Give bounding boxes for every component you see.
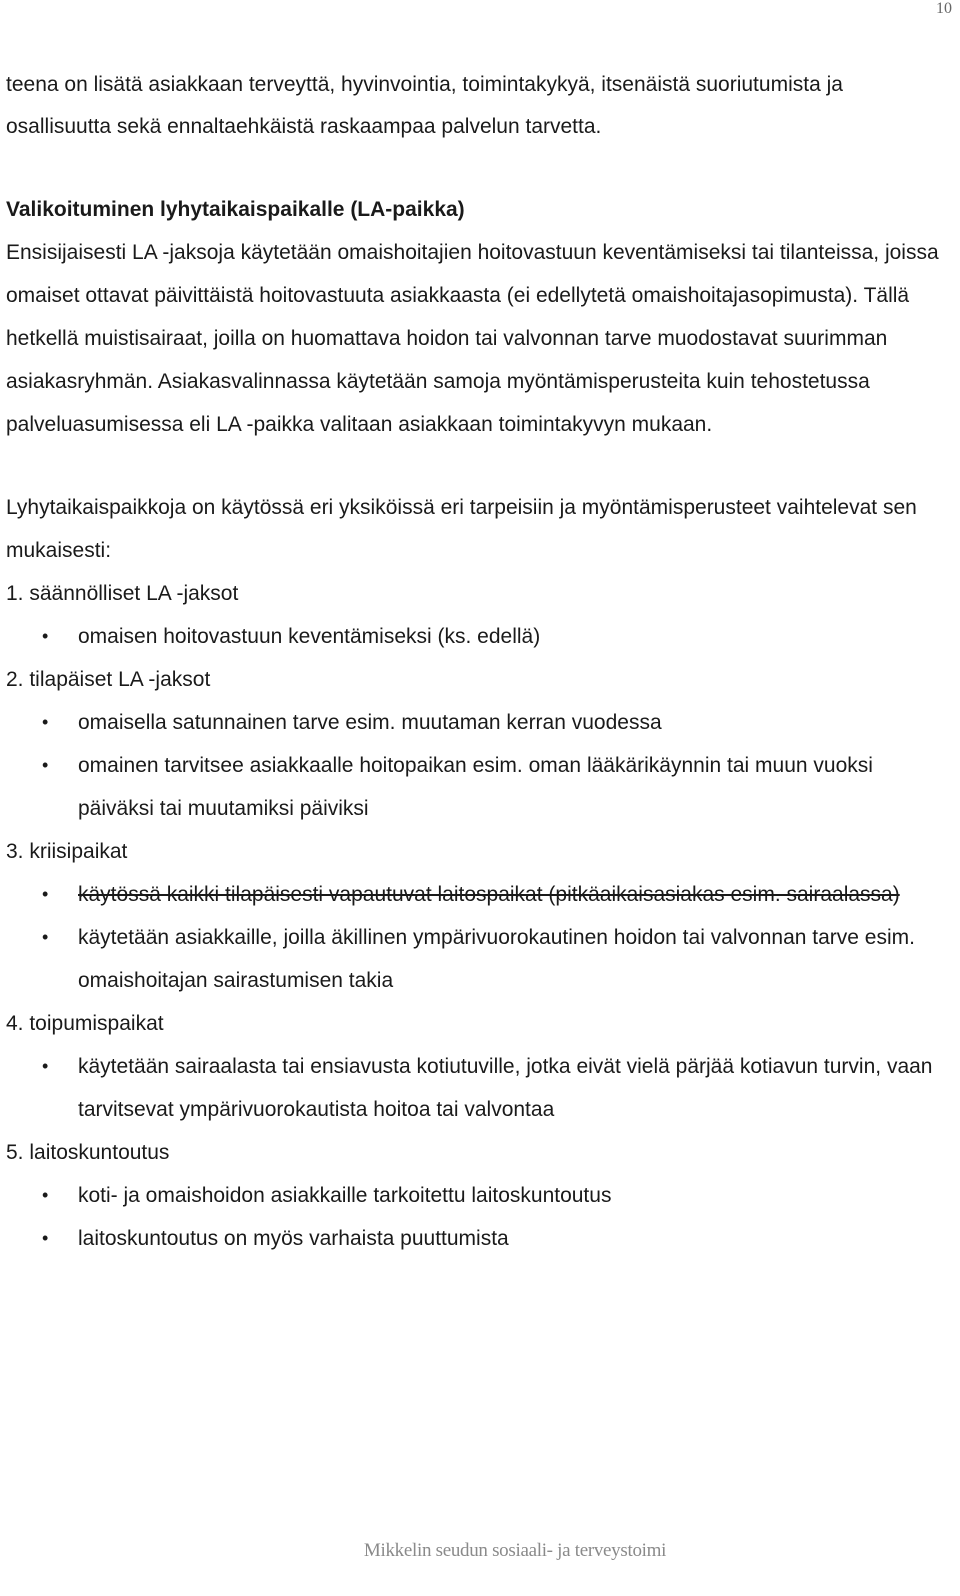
list-item — [42, 615, 950, 658]
bullet-icon: • — [42, 626, 49, 646]
list-item — [42, 873, 950, 916]
list-item-heading: 5. laitoskuntoutus — [6, 1141, 170, 1164]
bullet-text: käytetään sairaalasta tai ensiavusta kotiutuville, jotka eivät vielä pärjää kotiavun turvin, vaan tarvitsevat ympärivuorokautista hoitoa tai valvontaa — [78, 1055, 933, 1121]
bullet-text: omainen tarvitsee asiakkaalle hoitopaikan esim. oman lääkärikäynnin tai muun vuoksi päiväksi tai muutamiksi päiviksi — [78, 754, 873, 820]
paragraph-selection-criteria: Ensisijaisesti LA -jaksoja käytetään omaishoitajien hoitovastuun keventämiseksi tai tilanteissa, joissa omaiset ottavat päivittäistä hoitovastuuta asiakkaasta (ei edellytetä omaishoitajasopimusta). Tällä hetkellä muistisairaat, joilla on huomattava hoidon tai valvonnan tarve muodostavat suurimman asiakasryhmän. Asiakasvalinnassa käytetään samoja myöntämisperusteita kuin tehostetussa palveluasumisessa eli LA -paikka valitaan asiakkaan toimintakyvyn mukaan. — [6, 241, 939, 436]
bullet-text: laitoskuntoutus on myös varhaista puuttumista — [78, 1227, 509, 1250]
bullet-list — [6, 701, 950, 830]
document-body — [6, 64, 950, 1260]
list-item — [42, 916, 950, 1002]
intro-paragraph: teena on lisätä asiakkaan terveyttä, hyvinvointia, toimintakykyä, itsenäistä suoriutumista ja osallisuutta sekä ennaltaehkäistä raskaampaa palvelun tarvetta. — [6, 73, 843, 138]
bullet-icon: • — [42, 1228, 49, 1248]
list-item — [42, 1045, 950, 1131]
bullet-text: omaisella satunnainen tarve esim. muutaman kerran vuodessa — [78, 711, 662, 734]
struck-bullet-text: käytössä kaikki tilapäisesti vapautuvat laitospaikat (pitkäaikaisasiakas esim. sairaalassa) — [78, 883, 900, 906]
list-item — [42, 1174, 950, 1217]
bullet-icon: • — [42, 712, 49, 732]
section-heading: Valikoituminen lyhytaikaispaikalle (LA-paikka) — [6, 198, 465, 221]
bullet-list — [6, 873, 950, 1002]
bullet-list — [6, 1045, 950, 1131]
bullet-text: koti- ja omaishoidon asiakkaille tarkoitettu laitoskuntoutus — [78, 1184, 612, 1207]
bullet-icon: • — [42, 884, 49, 904]
list-item-heading: 2. tilapäiset LA -jaksot — [6, 668, 211, 691]
bullet-icon: • — [42, 927, 49, 947]
bullet-list — [6, 615, 950, 658]
list-item-heading: 1. säännölliset LA -jaksot — [6, 582, 239, 605]
page-footer: Mikkelin seudun sosiaali- ja terveystoimi — [363, 1540, 667, 1561]
list-item — [42, 1217, 950, 1260]
page-number: 10 — [936, 0, 952, 17]
bullet-list — [6, 1174, 950, 1260]
list-item-heading: 4. toipumispaikat — [6, 1012, 164, 1035]
bullet-icon: • — [42, 755, 49, 775]
bullet-text: käytetään asiakkaille, joilla äkillinen ympärivuorokautinen hoidon tai valvonnan tarve esim. omaishoitajan sairastumisen takia — [78, 926, 915, 992]
bullet-text: omaisen hoitovastuun keventämiseksi (ks. edellä) — [78, 625, 541, 648]
list-item-heading: 3. kriisipaikat — [6, 840, 128, 863]
bullet-icon: • — [42, 1185, 49, 1205]
list-item — [42, 701, 950, 744]
list-item — [42, 744, 950, 830]
bullet-icon: • — [42, 1056, 49, 1076]
paragraph-units-overview: Lyhytaikaispaikkoja on käytössä eri yksiköissä eri tarpeisiin ja myöntämisperusteet vaihtelevat sen mukaisesti: — [6, 496, 917, 562]
